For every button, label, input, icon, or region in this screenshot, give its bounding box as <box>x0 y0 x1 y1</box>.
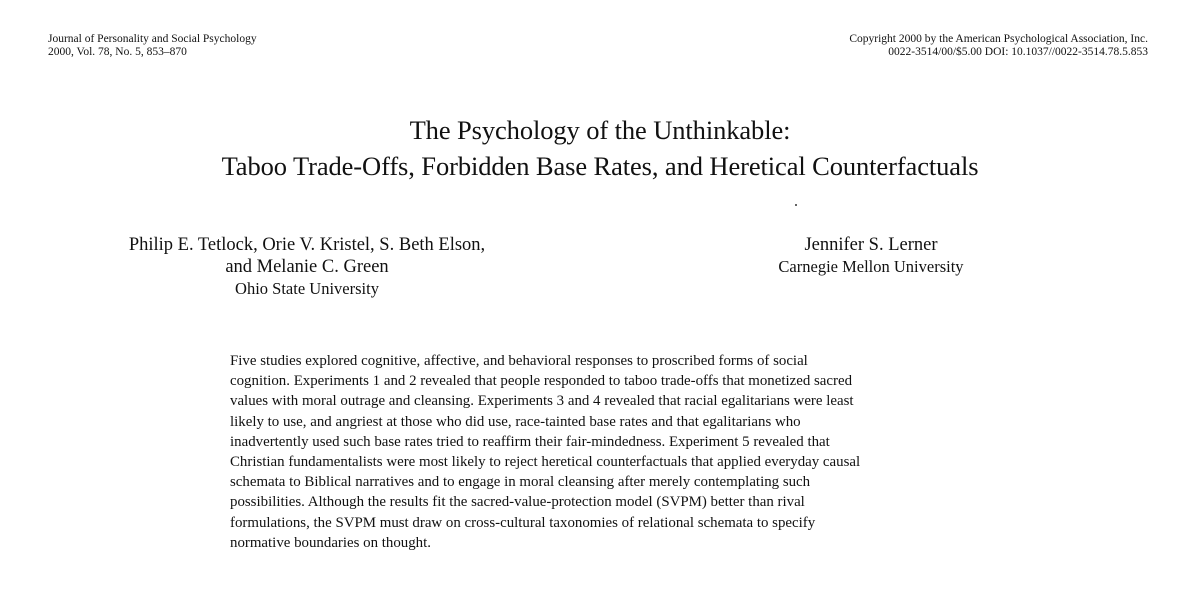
abstract-line: Christian fundamentalists were most likely to reject heretical counterfactuals that applied everyday causal <box>230 454 861 471</box>
author-group-2 <box>760 234 982 277</box>
scan-speck <box>795 204 797 206</box>
journal-name: Journal of Personality and Social Psychology <box>48 33 257 45</box>
abstract <box>230 351 974 553</box>
abstract-line: Five studies explored cognitive, affective, and behavioral responses to proscribed forms of social <box>230 353 808 369</box>
abstract-line: formulations, the SVPM must draw on cross-cultural taxonomies of relational schemata to specify <box>230 514 816 531</box>
title-line-1: The Psychology of the Unthinkable: <box>409 115 791 145</box>
abstract-line: schemata to Biblical narratives and to engage in moral cleansing after merely contemplating such <box>230 474 811 491</box>
abstract-line: normative boundaries on thought. <box>230 534 431 551</box>
journal-citation <box>48 33 257 59</box>
author-affiliation-1: Ohio State University <box>235 279 379 298</box>
author-group-1 <box>60 234 554 299</box>
abstract-line: values with moral outrage and cleansing. Experiments 3 and 4 revealed that racial egalitarians were least <box>230 393 854 410</box>
copyright-notice <box>849 33 1148 59</box>
paper-title <box>0 112 1200 184</box>
author-affiliation-2: Carnegie Mellon University <box>778 257 964 276</box>
title-line-2: Taboo Trade-Offs, Forbidden Base Rates, and Heretical Counterfactuals <box>221 151 979 181</box>
author-name-lerner: Jennifer S. Lerner <box>804 235 938 255</box>
abstract-line: inadvertently used such base rates tried to reaffirm their fair-mindedness. Experiment 5 revealed that <box>230 433 830 450</box>
abstract-line: possibilities. Although the results fit the sacred-value-protection model (SVPM) better than rival <box>230 494 805 511</box>
abstract-line: likely to use, and angriest at those who did use, race-tainted base rates and that egalitarians who <box>230 413 801 430</box>
abstract-line: cognition. Experiments 1 and 2 revealed that people responded to taboo trade-offs that monetized sacred <box>230 373 853 390</box>
doi-line: 0022-3514/00/$5.00 DOI: 10.1037//0022-3514.78.5.853 <box>888 46 1148 58</box>
author-names-line-2: and Melanie C. Green <box>225 257 389 277</box>
author-names-line-1: Philip E. Tetlock, Orie V. Kristel, S. Beth Elson, <box>128 235 486 255</box>
journal-volume: 2000, Vol. 78, No. 5, 853–870 <box>48 46 187 58</box>
copyright-line: Copyright 2000 by the American Psychological Association, Inc. <box>849 33 1148 45</box>
